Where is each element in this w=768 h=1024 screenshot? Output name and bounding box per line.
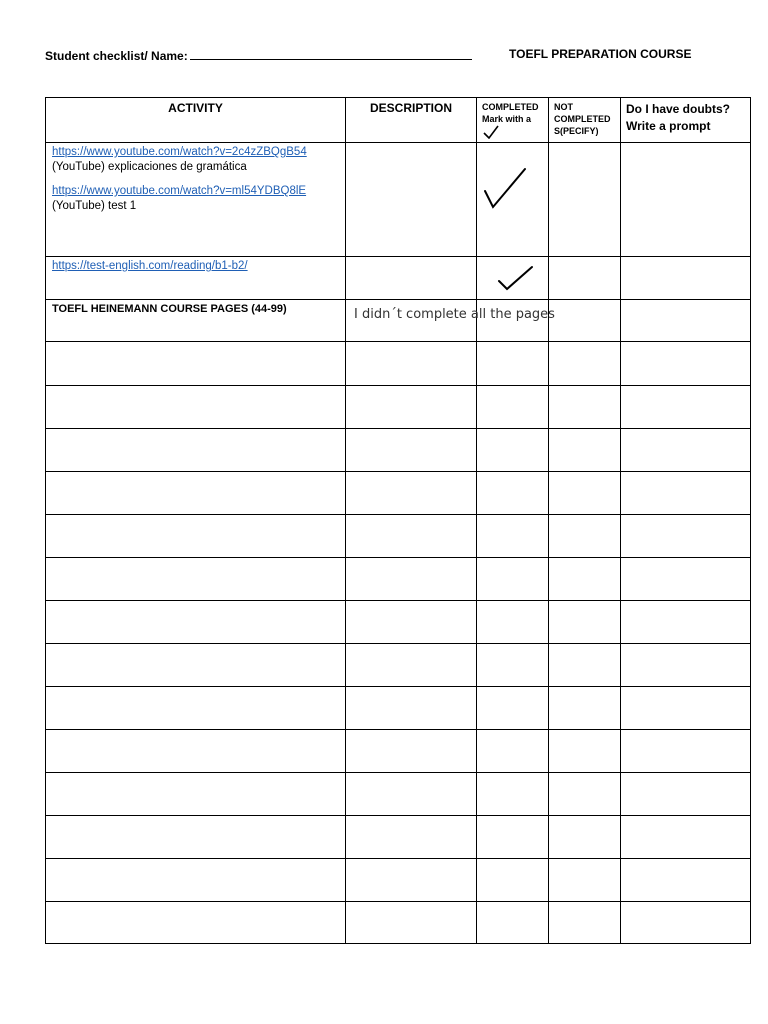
youtube-grammar-link[interactable]: https://www.youtube.com/watch?v=2c4zZBQgB54: [52, 146, 307, 158]
activity-cell[interactable]: [46, 730, 346, 773]
not-completed-cell[interactable]: [549, 859, 621, 902]
student-name-label: Student checklist/ Name:: [45, 49, 188, 63]
activity-cell[interactable]: [46, 601, 346, 644]
completed-cell[interactable]: [477, 558, 549, 601]
doubts-header-line2: Write a prompt: [626, 119, 711, 133]
not-completed-cell[interactable]: [549, 472, 621, 515]
checklist-table: [45, 97, 751, 944]
doubts-cell[interactable]: [621, 300, 751, 342]
empty-table-row: [46, 859, 751, 902]
table-row: [46, 143, 751, 257]
completed-cell[interactable]: [477, 816, 549, 859]
table-header-row: [46, 98, 751, 143]
test-english-reading-link[interactable]: https://test-english.com/reading/b1-b2/: [52, 260, 248, 272]
not-completed-column-header: [549, 98, 621, 143]
activity-column-header: ACTIVITY: [46, 98, 346, 143]
completed-cell[interactable]: [477, 386, 549, 429]
activity-cell[interactable]: [46, 342, 346, 386]
description-cell[interactable]: [346, 644, 477, 687]
checkmark-icon: [482, 125, 500, 139]
description-cell[interactable]: [346, 143, 477, 257]
completed-cell[interactable]: [477, 902, 549, 944]
not-completed-cell[interactable]: [549, 515, 621, 558]
description-cell[interactable]: [346, 429, 477, 472]
doubts-cell[interactable]: [621, 472, 751, 515]
completed-header-line1: COMPLETED: [482, 102, 539, 112]
doubts-cell[interactable]: [621, 601, 751, 644]
not-completed-header-line3: S(PECIFY): [554, 126, 599, 136]
name-blank-line[interactable]: [190, 47, 472, 60]
not-completed-header-line2: COMPLETED: [554, 114, 611, 124]
description-cell[interactable]: [346, 730, 477, 773]
doubts-cell[interactable]: [621, 687, 751, 730]
description-cell[interactable]: [346, 558, 477, 601]
description-cell[interactable]: [346, 386, 477, 429]
doubts-cell[interactable]: [621, 386, 751, 429]
description-cell[interactable]: [346, 257, 477, 300]
doubts-header-line1: Do I have doubts?: [626, 102, 731, 116]
activity-cell[interactable]: [46, 773, 346, 816]
doubts-cell[interactable]: [621, 342, 751, 386]
activity-cell[interactable]: [46, 429, 346, 472]
description-cell[interactable]: [346, 515, 477, 558]
not-completed-cell[interactable]: [549, 601, 621, 644]
activity-cell[interactable]: [46, 386, 346, 429]
activity-cell: [46, 143, 346, 257]
completed-header-line2: Mark with a: [482, 114, 532, 124]
empty-table-row: [46, 342, 751, 386]
not-completed-cell[interactable]: [549, 644, 621, 687]
youtube-test-text: (YouTube) test 1: [52, 200, 137, 212]
youtube-test-link[interactable]: https://www.youtube.com/watch?v=ml54YDBQ8lE: [52, 185, 307, 197]
doubts-column-header: [621, 98, 751, 143]
empty-table-row: [46, 601, 751, 644]
activity-cell[interactable]: [46, 558, 346, 601]
not-completed-cell[interactable]: [549, 558, 621, 601]
description-handwritten-text: I didn´t complete all the pages: [354, 307, 555, 322]
activity-cell[interactable]: [46, 687, 346, 730]
header-student-checklist: [45, 47, 472, 63]
doubts-cell[interactable]: [621, 773, 751, 816]
toefl-heinemann-text: TOEFL HEINEMANN COURSE PAGES (44-99): [52, 303, 287, 315]
doubts-cell[interactable]: [621, 515, 751, 558]
description-cell[interactable]: [346, 859, 477, 902]
completed-cell[interactable]: [477, 644, 549, 687]
empty-table-row: [46, 515, 751, 558]
empty-table-row: [46, 644, 751, 687]
not-completed-cell[interactable]: [549, 257, 621, 300]
completed-cell[interactable]: [477, 429, 549, 472]
completed-cell[interactable]: [477, 773, 549, 816]
not-completed-header-line1: NOT: [554, 102, 573, 112]
doubts-cell[interactable]: [621, 644, 751, 687]
not-completed-cell[interactable]: [549, 386, 621, 429]
description-cell[interactable]: [346, 342, 477, 386]
description-cell[interactable]: [346, 816, 477, 859]
completed-cell[interactable]: [477, 472, 549, 515]
doubts-cell[interactable]: [621, 143, 751, 257]
activity-cell[interactable]: [46, 902, 346, 944]
completed-cell[interactable]: [477, 257, 549, 300]
not-completed-cell[interactable]: [549, 143, 621, 257]
completed-cell[interactable]: [477, 687, 549, 730]
not-completed-cell[interactable]: [549, 342, 621, 386]
completed-column-header: [477, 98, 549, 143]
completed-cell[interactable]: [477, 730, 549, 773]
empty-table-row: [46, 429, 751, 472]
completed-cell[interactable]: [477, 515, 549, 558]
doubts-cell[interactable]: [621, 429, 751, 472]
description-column-header: DESCRIPTION: [346, 98, 477, 143]
description-cell[interactable]: [346, 687, 477, 730]
not-completed-cell[interactable]: [549, 300, 621, 342]
doubts-cell[interactable]: [621, 257, 751, 300]
not-completed-cell[interactable]: [549, 687, 621, 730]
course-title: TOEFL PREPARATION COURSE: [509, 47, 692, 61]
doubts-cell[interactable]: [621, 730, 751, 773]
description-cell[interactable]: [346, 902, 477, 944]
empty-table-row: [46, 816, 751, 859]
doubts-cell[interactable]: [621, 902, 751, 944]
not-completed-cell[interactable]: [549, 429, 621, 472]
doubts-cell[interactable]: [621, 859, 751, 902]
completed-cell[interactable]: [477, 859, 549, 902]
not-completed-cell[interactable]: [549, 730, 621, 773]
doubts-cell[interactable]: [621, 816, 751, 859]
empty-table-row: [46, 730, 751, 773]
empty-table-row: [46, 386, 751, 429]
youtube-grammar-text: (YouTube) explicaciones de gramática: [52, 161, 247, 173]
table-row: [46, 257, 751, 300]
description-cell[interactable]: [346, 472, 477, 515]
description-cell[interactable]: [346, 773, 477, 816]
description-cell[interactable]: [346, 300, 555, 342]
completed-checkmark-icon: [477, 143, 549, 223]
description-cell[interactable]: [346, 601, 477, 644]
completed-checkmark-icon: [477, 257, 549, 297]
not-completed-cell[interactable]: [549, 902, 621, 944]
activity-cell: [46, 257, 346, 300]
completed-cell[interactable]: [477, 143, 549, 257]
activity-cell[interactable]: [46, 816, 346, 859]
empty-table-row: [46, 902, 751, 944]
empty-table-row: [46, 687, 751, 730]
activity-cell[interactable]: [46, 515, 346, 558]
completed-cell[interactable]: [477, 601, 549, 644]
not-completed-cell[interactable]: [549, 773, 621, 816]
doubts-cell[interactable]: [621, 558, 751, 601]
empty-table-row: [46, 558, 751, 601]
activity-cell[interactable]: [46, 644, 346, 687]
activity-cell[interactable]: [46, 472, 346, 515]
activity-cell: [46, 300, 346, 342]
table-row: [46, 300, 751, 342]
empty-table-row: [46, 472, 751, 515]
not-completed-cell[interactable]: [549, 816, 621, 859]
completed-cell[interactable]: [477, 342, 549, 386]
activity-cell[interactable]: [46, 859, 346, 902]
empty-table-row: [46, 773, 751, 816]
